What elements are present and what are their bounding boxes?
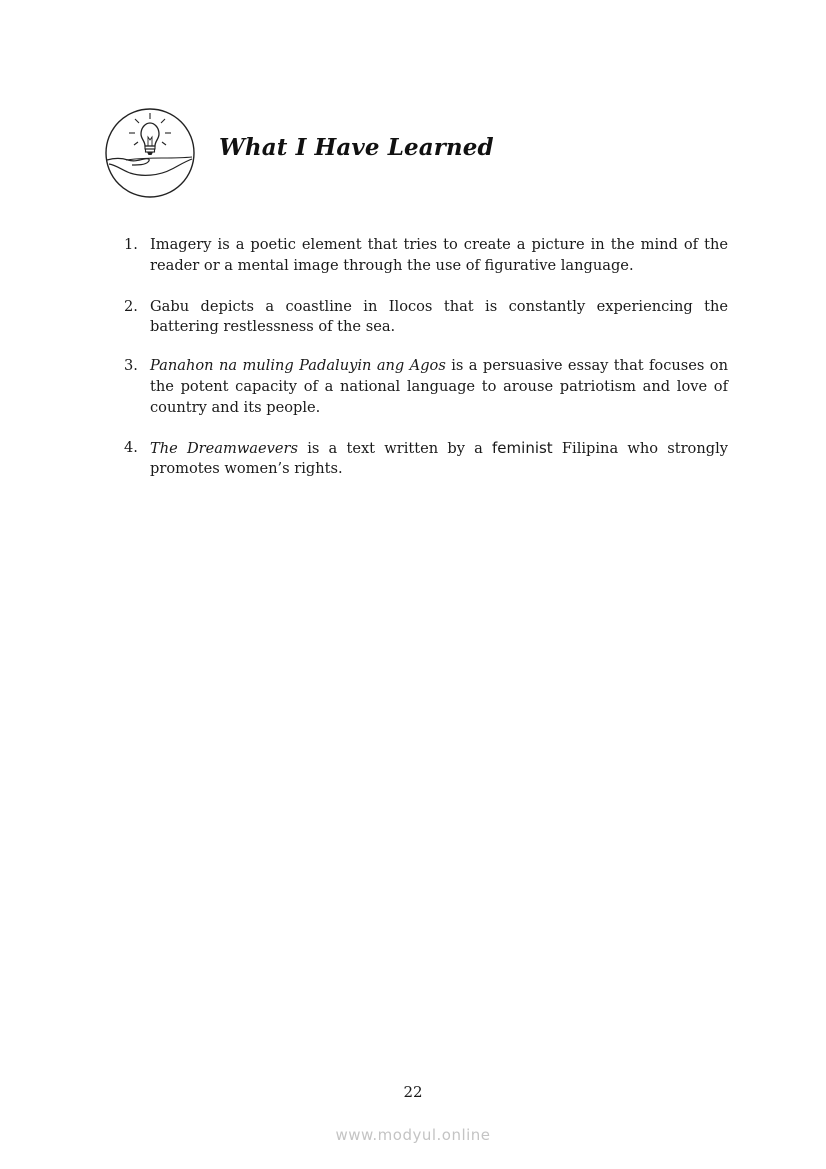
item-description-end: Filipina who strongly promotes women’s rights. [150, 439, 728, 478]
item-description: is a persuasive essay that focuses on the potent capacity of a national language to arouse patriotism and love of country and its people. [150, 357, 728, 416]
list-item [122, 356, 728, 418]
item-number: 3. [124, 357, 138, 375]
item-text [150, 356, 728, 418]
page-number: 22 [403, 1083, 423, 1101]
item-text: Gabu depicts a coastline in Ilocos that is constantly experiencing the battering restlessness of the sea. [150, 297, 728, 336]
watermark: www.modyul.online [335, 1126, 491, 1144]
item-text: Imagery is a poetic element that tries to create a picture in the mind of the reader or a mental image through the use of figurative language. [150, 236, 728, 274]
highlight-word: feminist [492, 438, 553, 457]
section-title: What I Have Learned [219, 134, 494, 161]
learned-list [122, 235, 728, 500]
text-title: The Dreamwaevers [150, 439, 298, 457]
item-number: 2. [124, 297, 138, 315]
list-item [122, 235, 728, 277]
item-number: 4. [124, 438, 138, 456]
lightbulb-in-hand-icon [104, 108, 196, 198]
item-description-part: is a text written by a [298, 439, 493, 457]
item-number: 1. [124, 236, 138, 253]
list-item [122, 438, 728, 481]
list-item [122, 297, 728, 339]
essay-title: Panahon na muling Padaluyin ang Agos [150, 357, 446, 375]
item-text [150, 438, 728, 481]
